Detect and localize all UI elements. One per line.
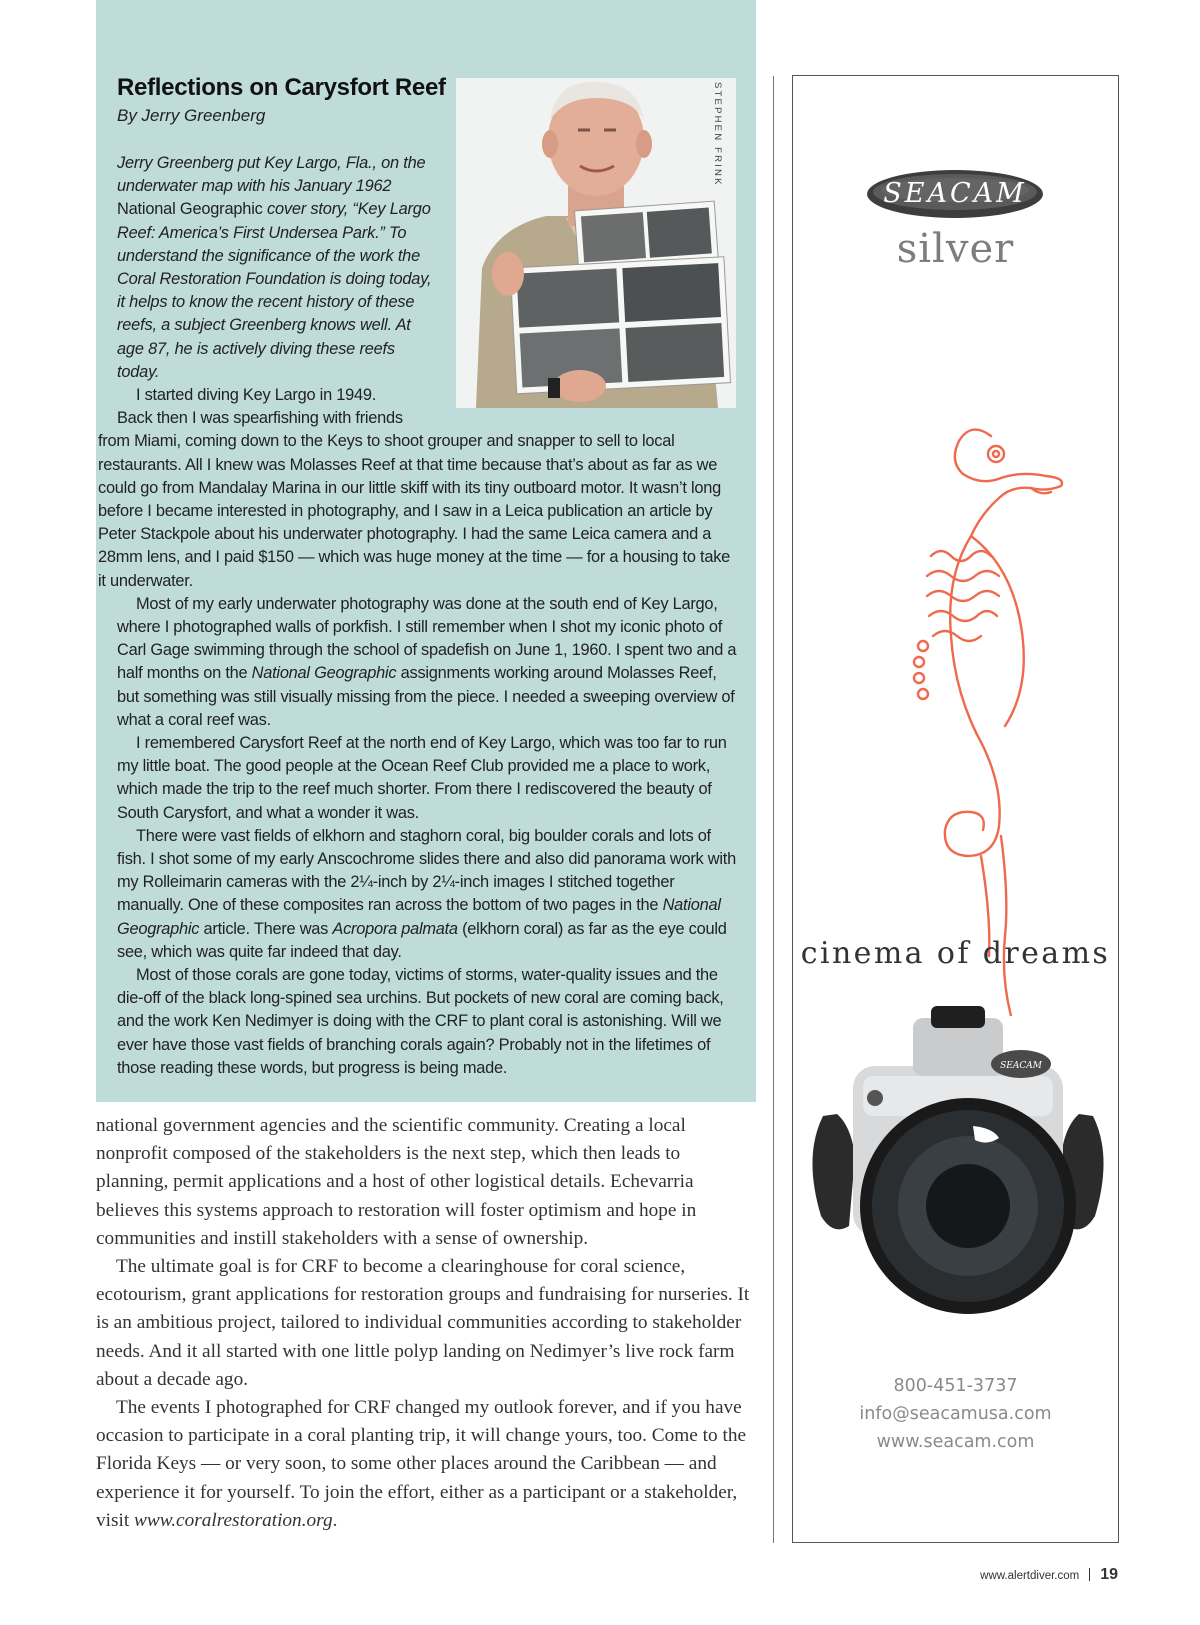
article-paragraph	[96, 1394, 754, 1535]
main-article-body	[96, 1112, 754, 1535]
sidebar-paragraph	[117, 825, 737, 964]
sidebar-title: Reflections on Carysfort Reef	[117, 74, 446, 101]
sidebar-paragraph	[117, 593, 737, 732]
page-footer	[980, 1566, 1118, 1584]
housing-logo: SEACAM	[1000, 1061, 1042, 1071]
intro-part-2: cover story, “Key Largo Reef: America’s First Undersea Park.” To understand the significance of the work the Coral Restoration Foundation is doing today, it helps to know the recent history of these reefs, a subject Greenberg knows well. At age 87, he is actively diving these reefs today.	[117, 200, 432, 381]
seacam-logo	[865, 168, 1045, 220]
article-paragraph: national government agencies and the scientific community. Creating a local nonprofit composed of the stakeholders is the next step, which then leads to planning, permit applications and a host of other logistical details. Echevarria believes this systems approach to restoration will foster optimism and hope in communities and instill stakeholders with a sense of ownership.	[96, 1115, 697, 1249]
portrait-illustration	[456, 78, 736, 408]
body-line: Back then I was spearfishing with friends	[117, 409, 403, 428]
sidebar-intro	[117, 152, 437, 384]
portrait-photo	[456, 78, 736, 408]
body-text: assignments working around Molasses Reef, but something was still visually missing from the piece. I needed a sweeping overview of what a coral reef was.	[117, 664, 735, 729]
ad-website[interactable]: www.seacam.com	[876, 1432, 1035, 1452]
sidebar-paragraph: Most of those corals are gone today, victims of storms, water-quality issues and the die-off of the black long-spined sea urchins. But pockets of new coral are coming back, and the work Ken Nedimyer is doing with the CRF to plant coral is astonishing. Will we ever have those vast fields of branching corals again? Probably not in the lifetimes of those reading these words, but progress is being made.	[117, 966, 724, 1077]
coral-restoration-link[interactable]: www.coralrestoration.org	[134, 1509, 333, 1531]
article-paragraph: The ultimate goal is for CRF to become a clearinghouse for coral science, ecotourism, grant applications for restoration groups and fundraising for nurseries. It is an ambitious project, tailored to individual communities according to stakeholder needs. And it all started with one little polyp landing on Nedimyer’s live rock farm about a decade ago.	[96, 1256, 750, 1390]
ad-contact-info	[793, 1372, 1118, 1456]
publication-name: National Geographic	[117, 896, 721, 938]
column-divider	[773, 76, 774, 1543]
body-text: .	[332, 1509, 338, 1531]
page-number: 19	[1100, 1566, 1118, 1583]
body-text: from Miami, coming down to the Keys to shoot grouper and snapper to sell to local restaurants. All I knew was Molasses Reef at that time because that’s about as far as we could go from Mandalay Marina in our little skiff with its tiny outboard motor. It wasn’t long before I became interested in photography, and I saw in a Leica publication an article by Peter Stackpole about his underwater photography. I had the same Leica camera and a 28mm lens, and I paid $150 — which was huge money at the time — for a housing to take it underwater.	[98, 432, 731, 590]
body-line: I started diving Key Largo in 1949.	[136, 386, 376, 404]
body-text: Most of my early underwater photography was done at the south end of Key Largo, where I photographed walls of porkfish. I still remember when I shot my iconic photo of Carl Gage swimming through the school of spadefish on June 1, 1960. I spent two and a half months on the	[117, 594, 737, 683]
publication-name: National Geographic	[251, 664, 397, 683]
ad-product-name: silver	[896, 226, 1015, 272]
body-text: There were vast fields of elkhorn and staghorn coral, big boulder corals and lots of fish. I shot some of my early Anscochrome slides there and also did panorama work with my Rolleimarin cameras with the 2¼-inch by 2¼-inch images I stitched together manually. One of these composites ran across the bottom of two pages in the	[117, 826, 736, 915]
ad-phone[interactable]: 800-451-3737	[893, 1376, 1018, 1396]
body-text: (elkhorn coral) as far as the eye could see, which was quite far indeed that day.	[117, 919, 727, 961]
body-text: article. There was	[199, 919, 333, 938]
sidebar-body	[98, 384, 737, 1080]
sidebar-paragraph: I remembered Carysfort Reef at the north end of Key Largo, which was too far to run my little boat. The good people at the Ocean Reef Club provided me a place to work, which made the trip to the reef much shorter. From there I rediscovered the beauty of South Carysfort, and what a wonder it was.	[117, 734, 727, 822]
intro-publication: National Geographic	[117, 200, 263, 219]
logo-wordmark: SEACAM	[883, 178, 1027, 209]
seahorse-illustration	[871, 416, 1071, 1016]
sidebar-byline: By Jerry Greenberg	[117, 106, 266, 125]
footer-separator	[1089, 1568, 1090, 1581]
sidebar-paragraph	[98, 384, 737, 593]
intro-part-1: Jerry Greenberg put Key Largo, Fla., on the underwater map with his January 1962	[117, 154, 426, 196]
body-text: The events I photographed for CRF changed my outlook forever, and if you have occasion to participate in a coral planting trip, it will change yours, too. Come to the Florida Keys — or very soon, to some other places around the Caribbean — and experience it for yourself. To join the effort, either as a participant or a stakeholder, visit	[96, 1397, 747, 1531]
photo-credit: STEPHEN FRINK	[712, 82, 723, 187]
footer-site[interactable]: www.alertdiver.com	[980, 1570, 1080, 1582]
underwater-camera-housing	[803, 1006, 1113, 1326]
sidebar-box	[96, 0, 756, 1102]
ad-tagline: cinema of dreams	[800, 936, 1111, 971]
seacam-advertisement[interactable]	[792, 75, 1119, 1543]
species-name: Acropora palmata	[332, 919, 458, 938]
ad-email[interactable]: info@seacamusa.com	[859, 1404, 1052, 1424]
